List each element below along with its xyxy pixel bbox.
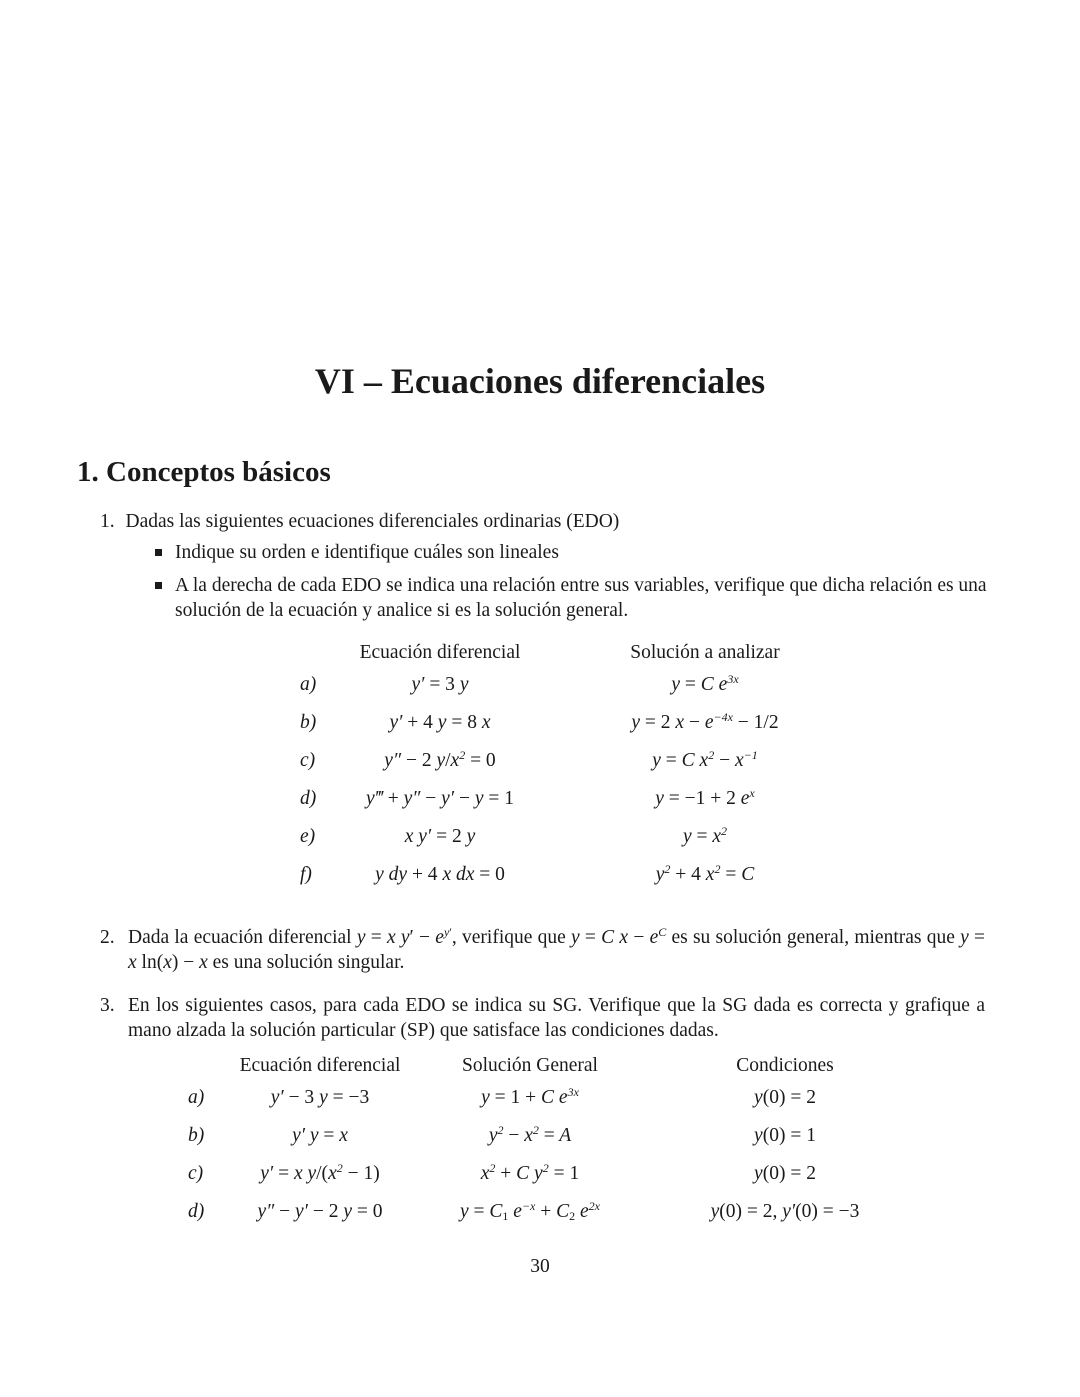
exercise-1-bullets	[153, 540, 993, 631]
condition-cell: y(0) = 2, y′(0) = −3	[710, 1201, 860, 1222]
table-row	[188, 1117, 920, 1155]
solution-cell: y = C $x^2 - x^{-1}$	[652, 748, 758, 771]
exercise-1-table	[300, 640, 805, 894]
table-row	[300, 704, 805, 742]
exercise-1-intro-text: Dadas las siguientes ecuaciones diferenciales ordinarias (EDO)	[125, 511, 620, 532]
section-title: 1. Conceptos básicos	[77, 456, 331, 488]
equation-cell: y‴ + y″ − y′ − y = 1	[366, 788, 514, 809]
equation-cell: y′ y = x	[292, 1125, 348, 1146]
equation-cell: y″ − y′ − 2 y = 0	[257, 1201, 383, 1222]
table-row	[188, 1079, 920, 1117]
solution-cell: y = 2 $x - e^{-4x} - 1/2$	[631, 710, 779, 733]
solution-cell: $y^2 + 4$ $x^2 = C$	[655, 862, 755, 885]
equation-cell: y′ = x $y/(x^2 - 1)$	[260, 1161, 380, 1184]
condition-cell: y(0) = 1	[754, 1125, 816, 1146]
equation-cell: y″ − 2 $y/x^2 = 0$	[384, 748, 496, 771]
row-label: f)	[300, 864, 312, 885]
equation-cell: x y′ = 2 y	[404, 826, 476, 847]
solution-cell: $y = x^2$	[682, 824, 728, 847]
solution-cell: $y^2 - x^2 = A$	[488, 1123, 572, 1146]
exercise-1-intro	[100, 509, 990, 534]
equation-cell: y′ + 4 y = 8 x	[389, 712, 491, 733]
equation-cell: y′ = 3 y	[411, 674, 469, 695]
chapter-title: VI – Ecuaciones diferenciales	[314, 361, 766, 401]
table-row	[300, 666, 805, 704]
row-label: d)	[188, 1201, 205, 1222]
exercise-2-number: 2.	[100, 927, 115, 948]
condition-cell: y(0) = 2	[754, 1087, 816, 1108]
row-label: a)	[188, 1087, 205, 1108]
list-item: A la derecha de cada EDO se indica una relación entre sus variables, verifique que dicha relación es una solución de la ecuación y analice si es la solución general.	[153, 573, 993, 623]
row-label: b)	[188, 1125, 205, 1146]
column-header: Solución a analizar	[630, 642, 780, 663]
exercise-3-number: 3.	[100, 995, 115, 1016]
exercise-3	[100, 993, 985, 1043]
condition-cell: y(0) = 2	[754, 1163, 816, 1184]
page-number: 30	[530, 1256, 550, 1277]
table-row	[188, 1155, 920, 1193]
exercise-2-text: Dada la ecuación diferencial y = x $y' - e^{y'}$, verifique que y = C $x - e^C$ es su solución general, mientras que y = x ln(x) − x es una solución singular.	[128, 925, 986, 973]
solution-cell: y = −1 + 2 $e^x$	[655, 786, 755, 809]
exercise-3-table	[188, 1053, 920, 1231]
list-item: Indique su orden e identifique cuáles son lineales	[153, 540, 993, 565]
equation-cell: y dy + 4 x dx = 0	[375, 864, 505, 885]
table-row	[300, 818, 805, 856]
table-header-row	[188, 1053, 920, 1079]
square-bullet-icon	[155, 549, 162, 556]
exercise-1-number: 1.	[100, 511, 115, 532]
table-row	[188, 1193, 920, 1231]
table-row	[300, 742, 805, 780]
solution-cell: $y = C_1$ $e^{-x} + C_2$ $e^{2x}$	[459, 1199, 600, 1223]
column-header: Ecuación diferencial	[359, 642, 521, 663]
row-label: e)	[300, 826, 316, 847]
row-label: c)	[188, 1163, 204, 1184]
column-header: Condiciones	[736, 1055, 834, 1076]
row-label: d)	[300, 788, 317, 809]
solution-cell: $x^2 + C$ $y^2 = 1$	[480, 1161, 580, 1184]
equation-cell: y′ − 3 y = −3	[270, 1087, 370, 1108]
exercise-2	[100, 925, 985, 975]
table-row	[300, 780, 805, 818]
solution-cell: y = 1 + C $e^{3x}$	[481, 1085, 579, 1108]
square-bullet-icon	[155, 582, 162, 589]
solution-cell: y = C $e^{3x}$	[671, 672, 739, 695]
column-header: Ecuación diferencial	[239, 1055, 401, 1076]
row-label: a)	[300, 674, 317, 695]
row-label: b)	[300, 712, 317, 733]
table-row	[300, 856, 805, 894]
table-header-row	[300, 640, 805, 666]
exercise-3-text: En los siguientes casos, para cada EDO se indica su SG. Verifique que la SG dada es correcta y grafique a mano alzada la solución particular (SP) que satisface las condiciones dadas.	[128, 995, 985, 1041]
column-header: Solución General	[462, 1055, 598, 1076]
row-label: c)	[300, 750, 316, 771]
